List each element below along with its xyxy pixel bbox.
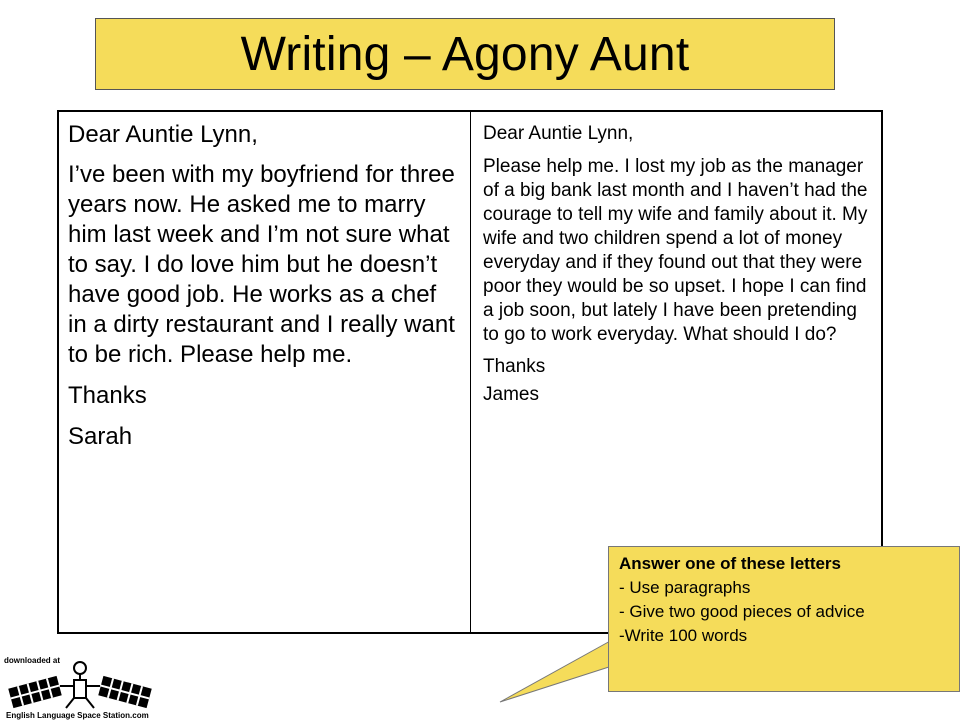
letter-closing: Thanks: [483, 356, 546, 377]
logo-top-text: downloaded at: [4, 656, 60, 665]
letter-body: Please help me. I lost my job as the manager of a big bank last month and I haven’t had the courage to tell my wife and family about it. My wife and two children spend a lot of money everyday and if they found out that they were poor they would be so upset. I hope I can find a job soon, but lately I have been pretending to go to work everyday. What should I do?: [483, 156, 868, 345]
letter-signature: Sarah: [68, 423, 133, 450]
letter-signature: James: [483, 384, 539, 405]
letter-greeting: Dear Auntie Lynn,: [483, 123, 634, 144]
callout-item: - Use paragraphs: [619, 578, 751, 597]
logo-bottom-text: English Language Space Station.com: [6, 711, 149, 720]
callout-heading: Answer one of these letters: [619, 554, 842, 573]
letter-greeting: Dear Auntie Lynn,: [68, 121, 258, 148]
slide-title: Writing – Agony Aunt: [240, 27, 690, 81]
task-callout: [608, 546, 960, 692]
space-station-icon: [0, 650, 170, 720]
letter-body: I’ve been with my boyfriend for three years now. He asked me to marry him last week and I’m not sure what to say. I do love him but he doesn’t have good job. He works as a chef in a dirty restaurant and I really want to be rich. Please help me.: [68, 161, 455, 368]
site-logo: [0, 650, 170, 720]
callout-item: - Give two good pieces of advice: [619, 602, 865, 621]
callout-item: -Write 100 words: [619, 626, 748, 645]
letter-closing: Thanks: [68, 382, 147, 409]
